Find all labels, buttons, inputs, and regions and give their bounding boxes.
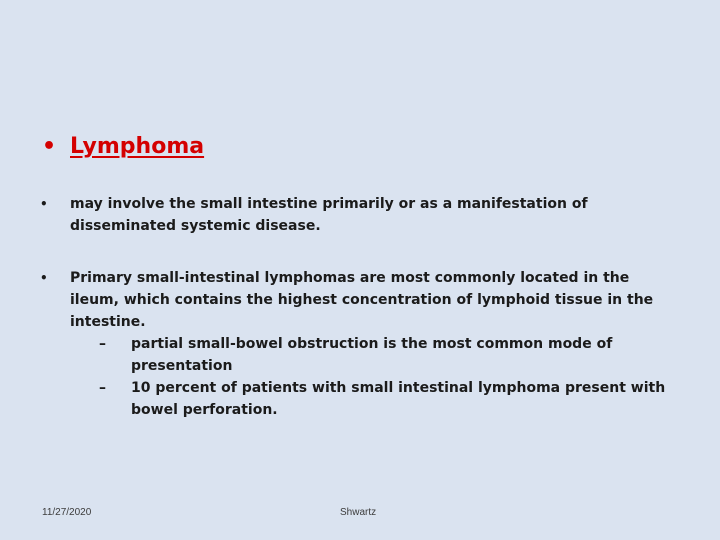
bullet-mark: •: [40, 271, 48, 285]
sub-bullet-dash: –: [99, 380, 106, 396]
bullet-mark: •: [40, 197, 48, 211]
bullet-text: may involve the small intestine primarily or as a manifestation of disseminated systemic disease.: [70, 196, 588, 234]
bullet-item: [40, 267, 680, 421]
slide-heading: [42, 131, 204, 163]
sub-bullet-text: partial small-bowel obstruction is the most common mode of presentation: [131, 336, 613, 374]
heading-bullet: •: [42, 134, 57, 159]
sub-bullet-item: [99, 333, 691, 377]
bullet-text: Primary small-intestinal lymphomas are most commonly located in the ileum, which contains the highest concentration of lymphoid tissue in the intestine.: [70, 270, 654, 330]
footer-date: 11/27/2020: [42, 507, 92, 518]
sub-bullet-item: [99, 377, 691, 421]
bullet-item: [40, 193, 680, 237]
footer-author: Shwartz: [340, 507, 377, 518]
sub-bullet-dash: –: [99, 336, 106, 352]
sub-bullet-text: 10 percent of patients with small intestinal lymphoma present with bowel perforation.: [131, 380, 666, 418]
heading-title: Lymphoma: [70, 134, 205, 159]
